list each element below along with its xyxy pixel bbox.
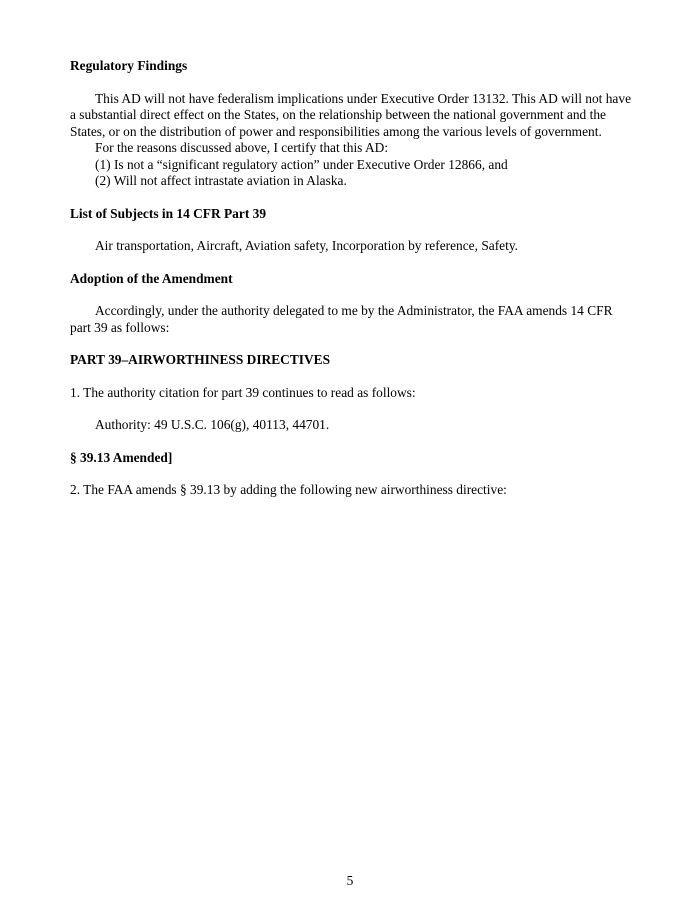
authority-text: Authority: 49 U.S.C. 106(g), 40113, 44701. [95,417,330,432]
subjects-list: Air transportation, Aircraft, Aviation safety, Incorporation by reference, Safety. [95,238,519,253]
section-3913-heading: § 39.13 Amended] [70,449,173,465]
certify-item-2: (2) Will not affect intrastate aviation in Alaska. [95,173,347,188]
page-number: 5 [346,873,354,888]
certify-paragraph: For the reasons discussed above, I certify that this AD: [95,140,389,155]
federalism-paragraph: This AD will not have federalism implications under Executive Order 13132. This AD will not have a substantial direct effect on the States, on the relationship between the national government and the States, or on the distribution of power and responsibilities among the various levels of government. [70,90,632,139]
part39-heading: PART 39–AIRWORTHINESS DIRECTIVES [70,352,331,367]
certify-item-1: (1) Is not a “significant regulatory action” under Executive Order 12866, and [95,156,508,172]
list-of-subjects-heading: List of Subjects in 14 CFR Part 39 [70,205,267,221]
amends-item: 2. The FAA amends § 39.13 by adding the following new airworthiness directive: [70,482,507,497]
document-page [70,58,635,499]
adoption-paragraph: Accordingly, under the authority delegated to me by the Administrator, the FAA amends 14 CFR part 39 as follows: [70,303,613,335]
regulatory-findings-heading: Regulatory Findings [70,58,188,73]
adoption-heading: Adoption of the Amendment [70,270,233,286]
authority-citation-item: 1. The authority citation for part 39 continues to read as follows: [70,384,416,400]
